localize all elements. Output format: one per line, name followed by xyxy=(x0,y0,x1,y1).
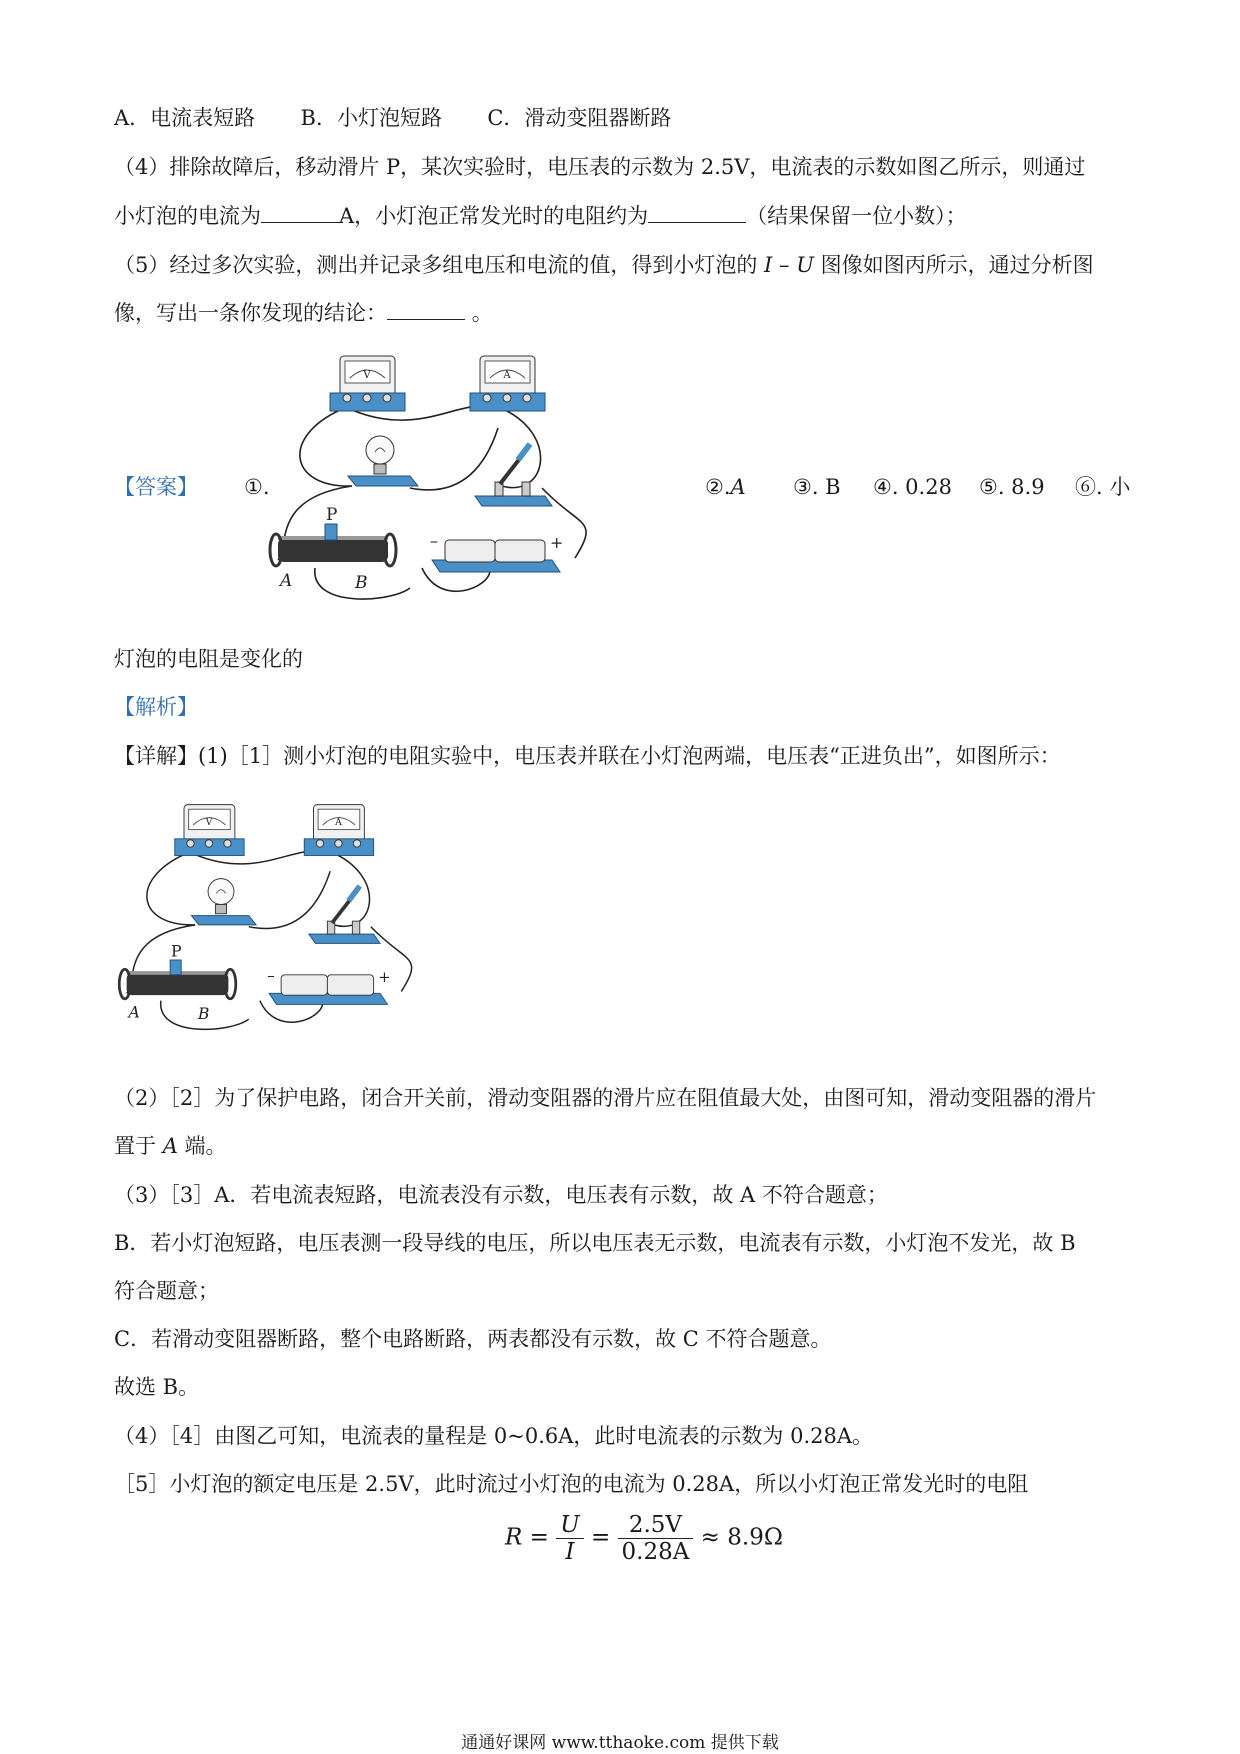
answer-item-1: ①. xyxy=(244,475,270,499)
analysis-p1: 【详解】(1)［1］测小灯泡的电阻实验中，电压表并联在小灯泡两端，电压表“正进负出”，如图所示： xyxy=(114,744,1061,768)
fraction-values xyxy=(618,1512,694,1565)
analysis-p3-line3: 符合题意； xyxy=(114,1279,219,1303)
q5-text-b: 图像如图丙所示，通过分析图 xyxy=(820,253,1094,277)
ammeter-label: A xyxy=(503,370,511,381)
answer-item-2-num: ②. xyxy=(705,475,731,499)
plus-label: + xyxy=(550,533,564,552)
end-b-label-2: B xyxy=(197,1004,210,1024)
end-a-label: A xyxy=(280,571,293,591)
analysis-p2-line2 xyxy=(114,1131,227,1161)
voltmeter-label-2: V xyxy=(205,816,213,828)
q5-line2 xyxy=(114,298,493,328)
answer-item-2-var: A xyxy=(730,475,746,499)
slider-label: P xyxy=(326,505,338,525)
p2-var-a: A xyxy=(162,1134,178,1158)
end-b-label: B xyxy=(355,573,368,593)
analysis-p3-line5: 故选 B。 xyxy=(114,1375,200,1399)
p2-text-a: 置于 xyxy=(114,1134,156,1158)
q5-text-a: （5）经过多次实验，测出并记录多组电压和电流的值，得到小灯泡的 xyxy=(114,253,758,277)
light-bulb-icon xyxy=(348,436,418,486)
ammeter-label-2: A xyxy=(335,816,342,828)
frac2-den: 0.28A xyxy=(621,1539,690,1565)
q4-line1: （4）排除故障后，移动滑片 P，某次实验时，电压表的示数为 2.5V，电流表的示数如图乙所示，则通过 xyxy=(114,155,1086,179)
blank-resistance xyxy=(648,204,746,223)
ammeter-icon xyxy=(304,805,373,856)
analysis-p3-line4: C．若滑动变阻器断路，整个电路断路，两表都没有示数，故 C 不符合题意。 xyxy=(114,1327,832,1351)
answer-tag: 【答案】 xyxy=(114,475,198,499)
blank-current xyxy=(261,204,339,223)
frac1-den: I xyxy=(565,1539,575,1565)
voltmeter-label: V xyxy=(363,370,371,381)
blank-conclusion xyxy=(387,301,465,320)
formula-eq1: = xyxy=(529,1524,549,1551)
plus-label-2: + xyxy=(378,969,391,987)
p2-text-b: 端。 xyxy=(184,1134,227,1158)
minus-label-2: – xyxy=(267,967,275,985)
light-bulb-icon xyxy=(191,879,256,925)
answer-item-4: ④. 0.28 xyxy=(873,475,952,499)
minus-label: – xyxy=(430,531,438,550)
analysis-p3-line1: （3）［3］A．若电流表短路，电流表没有示数，电压表有示数，故 A 不符合题意； xyxy=(114,1183,888,1207)
answer-continuation: 灯泡的电阻是变化的 xyxy=(114,647,303,671)
ammeter-icon xyxy=(470,356,545,411)
answer-item-6: ⑥. 小 xyxy=(1075,475,1131,499)
rheostat-icon xyxy=(119,941,236,1023)
q5-text-c: 像，写出一条你发现的结论： xyxy=(114,301,387,325)
voltmeter-icon xyxy=(330,356,405,411)
analysis-p5-line1: ［5］小灯泡的额定电压是 2.5V，此时流过小灯泡的电流为 0.28A，所以小灯泡正常发光时的电阻 xyxy=(114,1472,1029,1496)
answer-item-5: ⑤. 8.9 xyxy=(979,475,1045,499)
q4-text-b: A，小灯泡正常发光时的电阻约为 xyxy=(339,204,649,228)
slider-label-2: P xyxy=(171,941,182,961)
formula-eq2: = xyxy=(590,1524,611,1551)
voltmeter-icon xyxy=(175,805,244,856)
circuit-diagram-analysis xyxy=(110,788,480,1058)
battery-icon xyxy=(267,967,390,1004)
frac1-num: U xyxy=(556,1512,583,1539)
q4-text-a: 小灯泡的电流为 xyxy=(114,204,261,228)
wire xyxy=(300,410,352,486)
circuit-diagram-answer xyxy=(260,348,660,620)
analysis-p4-line1: （4）［4］由图乙可知，电流表的量程是 0~0.6A，此时电流表的示数为 0.28A。 xyxy=(114,1424,874,1448)
answer-item-3: ③. B xyxy=(793,475,841,499)
battery-icon xyxy=(430,531,563,572)
q5-line1 xyxy=(114,250,1094,280)
q5-iu-var: I – U xyxy=(764,253,814,277)
formula-r: R xyxy=(505,1524,523,1551)
q4-line2 xyxy=(114,201,967,231)
q4-text-c: （结果保留一位小数）； xyxy=(746,204,967,228)
option-a: A．电流表短路 xyxy=(114,106,256,130)
fraction-u-over-i xyxy=(556,1512,583,1565)
formula-approx: ≈ 8.9Ω xyxy=(700,1524,783,1551)
analysis-tag: 【解析】 xyxy=(114,695,198,719)
analysis-p2-line1: （2）［2］为了保护电路，闭合开关前，滑动变阻器的滑片应在阻值最大处，由图可知，滑动变阻器的滑片 xyxy=(114,1086,1097,1110)
option-b: B．小灯泡短路 xyxy=(300,106,442,130)
frac2-num: 2.5V xyxy=(618,1512,694,1539)
q3-options xyxy=(114,103,671,133)
option-c: C．滑动变阻器断路 xyxy=(487,106,672,130)
analysis-p3-line2: B．若小灯泡短路，电压表测一段导线的电压，所以电压表无示数，电流表有示数，小灯泡不发光，故 B xyxy=(114,1231,1076,1255)
rheostat-icon xyxy=(270,505,396,593)
resistance-formula xyxy=(505,1512,783,1565)
answer-item-2 xyxy=(705,472,746,502)
q5-text-d: 。 xyxy=(471,301,493,325)
page-footer: 通通好课网 www.tthaoke.com 提供下载 xyxy=(461,1733,779,1753)
end-a-label-2: A xyxy=(128,1002,140,1022)
